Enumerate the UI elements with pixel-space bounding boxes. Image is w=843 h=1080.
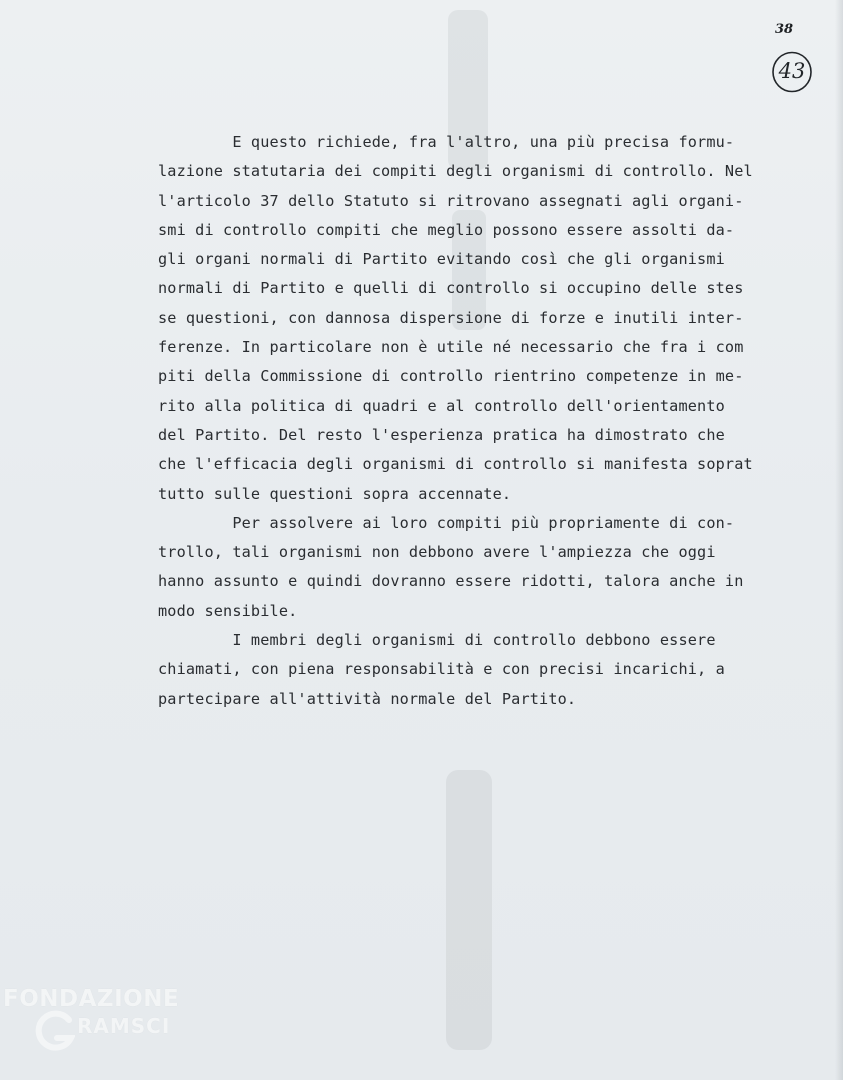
- text-line: smi di controllo compiti che meglio possono essere assolti da-: [158, 220, 735, 239]
- text-line: partecipare all'attività normale del Partito.: [158, 689, 577, 708]
- watermark-line-2: RAMSCI: [77, 1014, 171, 1038]
- paragraph-3: [158, 626, 808, 714]
- paragraph-2: [158, 509, 808, 626]
- text-line: tutto sulle questioni sopra accennate.: [158, 484, 512, 503]
- text-line: E questo richiede, fra l'altro, una più precisa formu-: [158, 133, 735, 151]
- text-line: trollo, tali organismi non debbono avere l'ampiezza che oggi: [158, 543, 716, 562]
- text-line: modo sensibile.: [158, 601, 298, 620]
- text-line: rito alla politica di quadri e al controllo dell'orientamento: [158, 396, 725, 415]
- gramsci-g-logo-icon: [35, 1010, 75, 1054]
- text-line: Per assolvere ai loro compiti più propriamente di con-: [158, 513, 735, 532]
- text-line: l'articolo 37 dello Statuto si ritrovano assegnati agli organi-: [158, 191, 744, 210]
- text-line: chiamati, con piena responsabilità e con precisi incarichi, a: [158, 660, 725, 679]
- typed-body-text: [158, 128, 808, 714]
- text-line: che l'efficacia degli organismi di controllo si manifesta soprat: [158, 455, 753, 474]
- text-line: hanno assunto e quindi dovranno essere ridotti, talora anche in: [158, 572, 744, 591]
- fondazione-gramsci-watermark: [3, 986, 223, 1066]
- text-line: piti della Commissione di controllo rientrino competenze in me-: [158, 367, 744, 386]
- text-line: lazione statutaria dei compiti degli organismi di controllo. Nel: [158, 162, 753, 181]
- watermark-line-1: FONDAZIONE: [3, 986, 180, 1012]
- text-line: normali di Partito e quelli di controllo si occupino delle stes: [158, 279, 744, 298]
- page-edge-shadow: [835, 0, 843, 1080]
- text-line: I membri degli organismi di controllo debbono essere: [158, 631, 716, 650]
- text-line: ferenze. In particolare non è utile né necessario che fra i com: [158, 338, 744, 357]
- text-line: del Partito. Del resto l'esperienza pratica ha dimostrato che: [158, 425, 725, 444]
- text-line: gli organi normali di Partito evitando così che gli organismi: [158, 250, 725, 269]
- page-number-circled-text: 43: [778, 59, 806, 83]
- page-number-small: 38: [775, 22, 794, 37]
- text-line: se questioni, con dannosa dispersione di forze e inutili inter-: [158, 308, 744, 327]
- paragraph-1: [158, 128, 808, 509]
- page-number-circled: [770, 50, 814, 94]
